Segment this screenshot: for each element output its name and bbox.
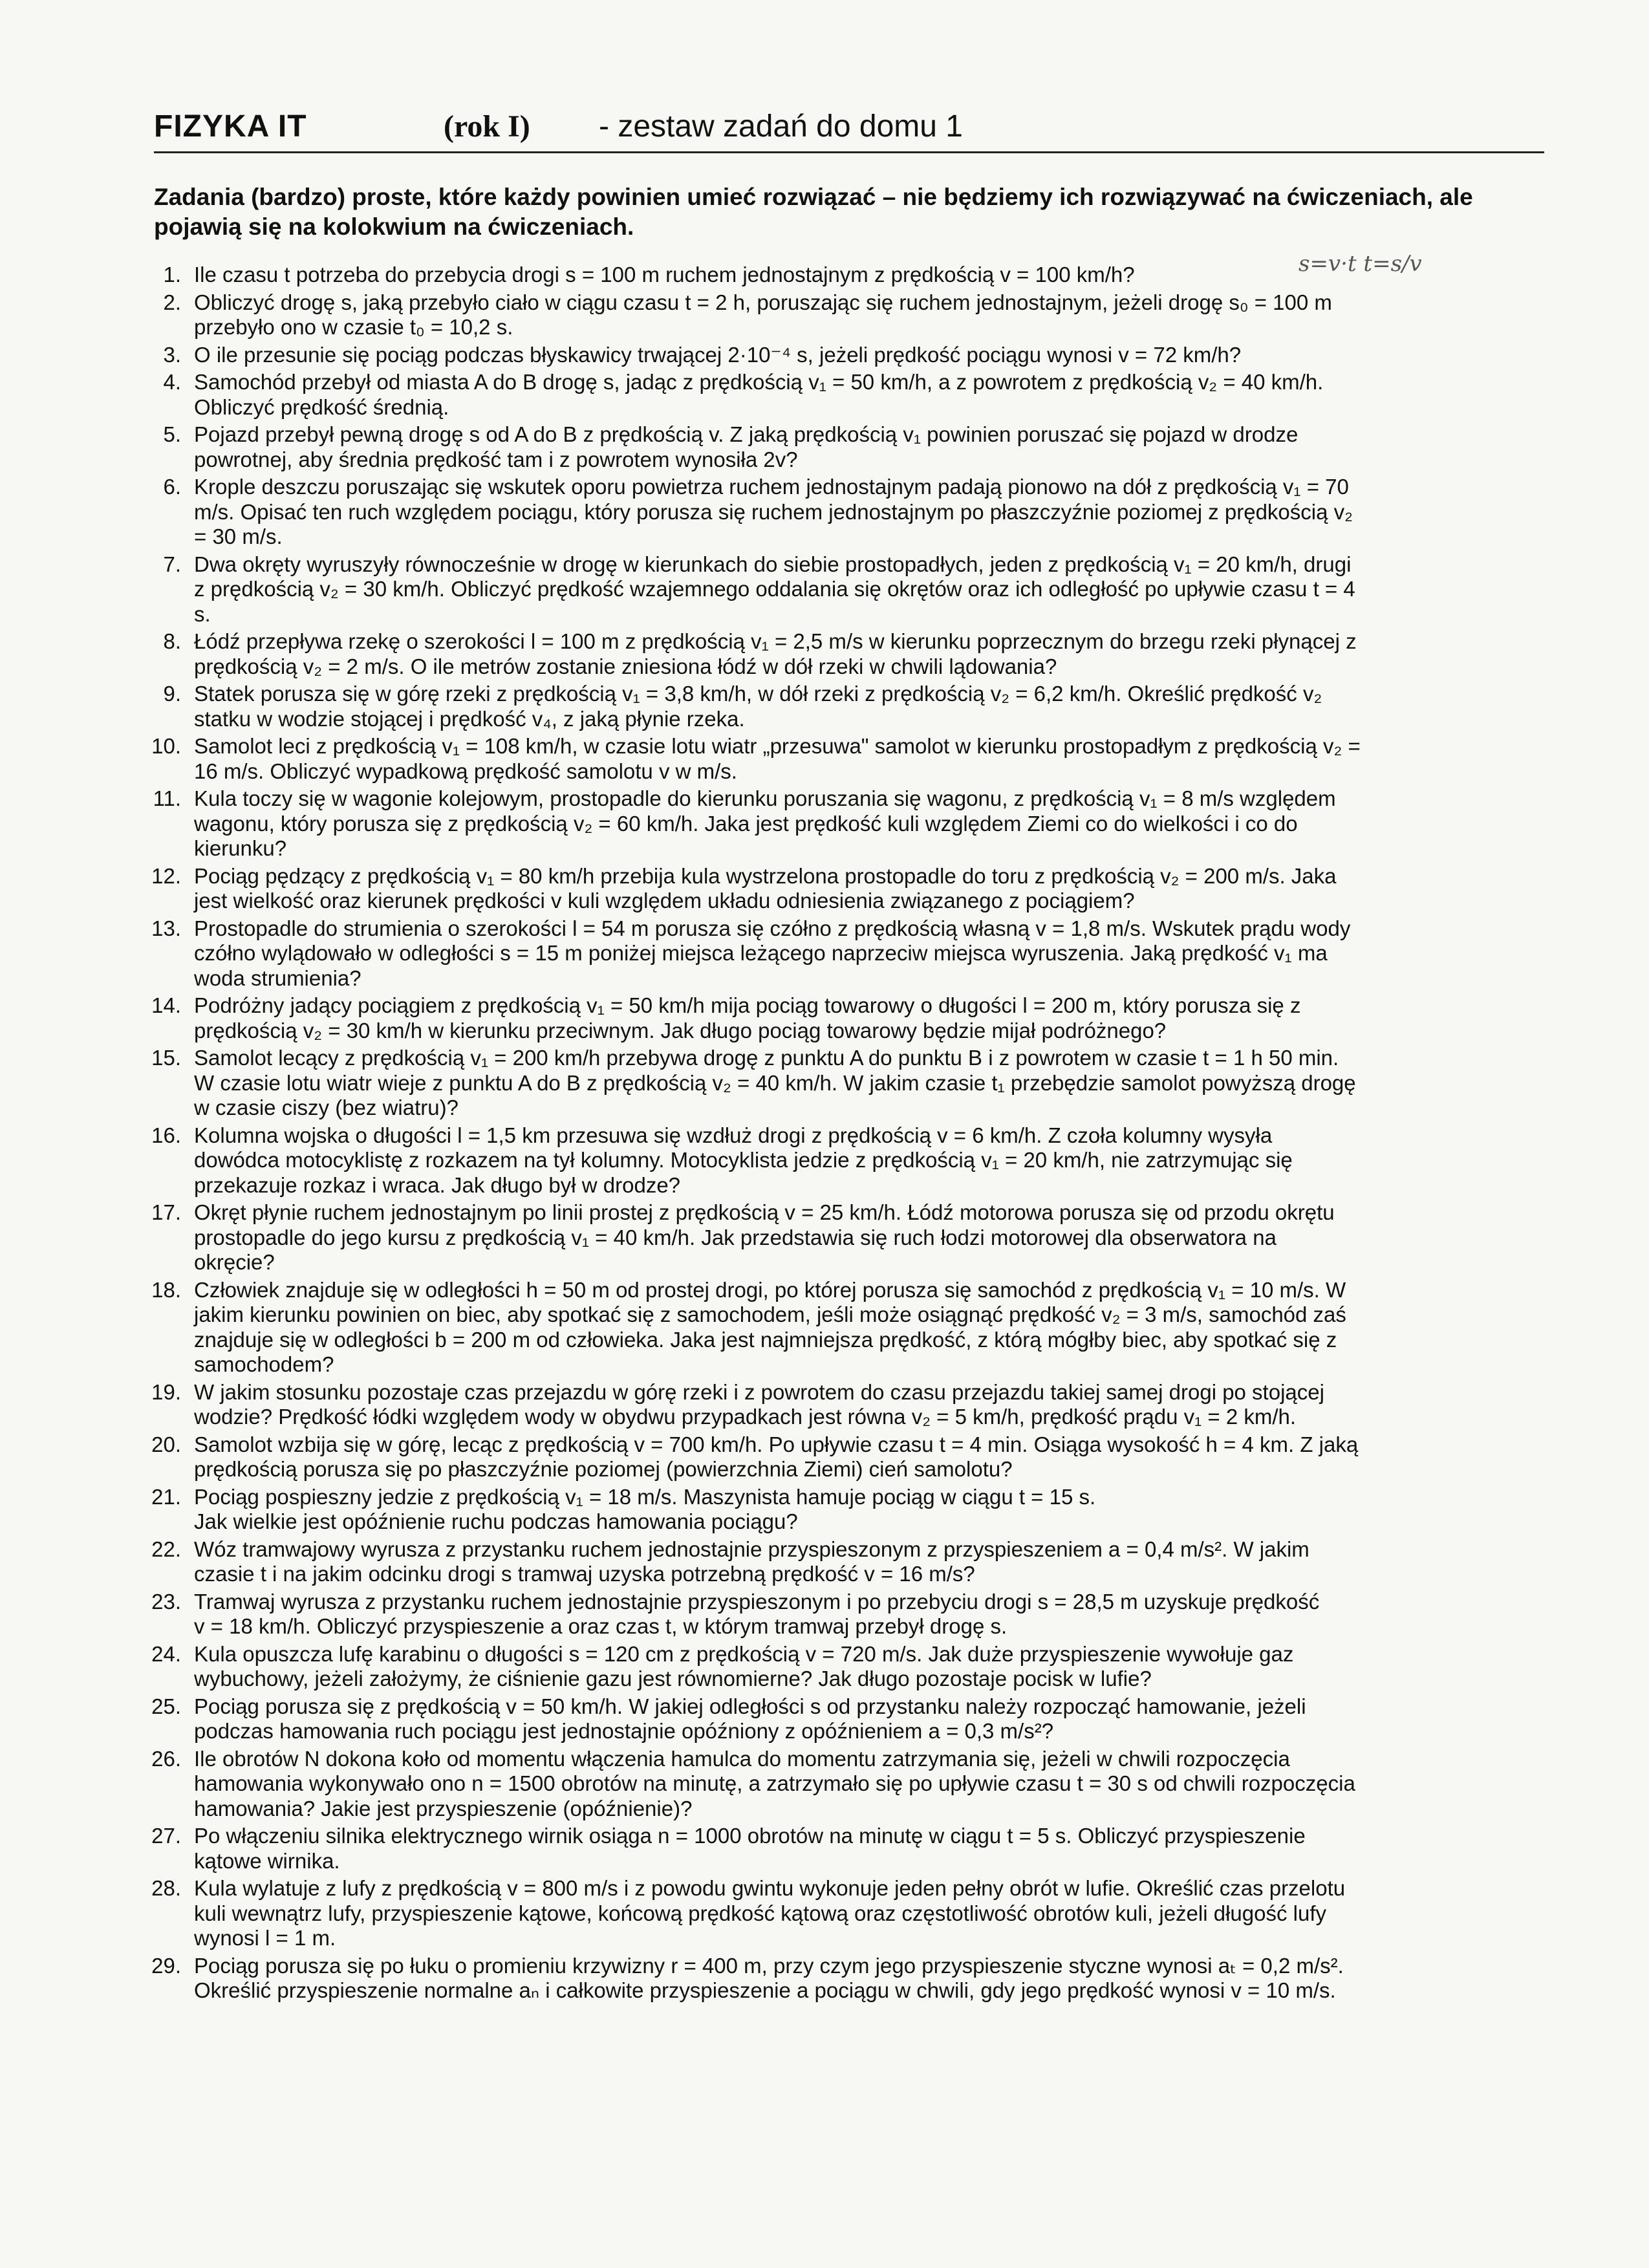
problem-text: Człowiek znajduje się w odległości h = 50 m od prostej drogi, po której porusza się samochód z prędkością v₁ = 10 m/s. W jakim kierunku powinien on biec, aby spotkać się z samochodem, jeśli może osiągnąć prędkość v₂ = 3 m/s, samochód zaś znajduje się w odległości b = 200 m od człowieka. Jaka jest najmniejsza prędkość, z którą mógłby biec, aby spotkać się z samochodem? <box>194 1277 1346 1376</box>
problem-number: 21. <box>151 1484 181 1509</box>
problem-text: Krople deszczu poruszając się wskutek oporu powietrza ruchem jednostajnym padają pionowo na dół z prędkością v₁ = 70 m/s. Opisać ten ruch względem pociągu, który porusza się ruchem jednostajnym po płaszczyźnie poziomej z prędkością v₂ = 30 m/s. <box>194 475 1353 548</box>
problem-item <box>116 1380 1539 1430</box>
problem-item <box>116 290 1539 340</box>
problem-item <box>116 864 1539 914</box>
problem-number: 10. <box>151 734 181 758</box>
problem-item <box>116 682 1539 731</box>
problem-text: Dwa okręty wyruszyły równocześnie w drogę w kierunkach do siebie prostopadłych, jeden z prędkością v₁ = 20 km/h, drugi z prędkością v₂ = 30 km/h. Obliczyć prędkość wzajemnego oddalania się okrętów oraz ich odległość po upływie czasu t = 4 s. <box>194 552 1355 626</box>
problem-number: 22. <box>151 1537 181 1561</box>
problem-item <box>116 629 1539 679</box>
problem-number: 19. <box>151 1379 181 1404</box>
problem-item <box>116 916 1539 991</box>
problem-list <box>116 263 1539 2006</box>
problem-number: 13. <box>151 916 181 940</box>
problem-item <box>116 370 1539 420</box>
problem-item <box>116 1590 1539 1639</box>
assignment-subtitle: - zestaw zadań do domu 1 <box>599 109 963 144</box>
course-title: FIZYKA IT <box>154 109 307 144</box>
problem-item <box>116 1876 1539 1951</box>
problem-item <box>116 1046 1539 1121</box>
problem-text: Kula toczy się w wagonie kolejowym, prostopadle do kierunku poruszania się wagonu, z prędkością v₁ = 8 m/s względem wagonu, który porusza się z prędkością v₂ = 60 km/h. Jaka jest prędkość kuli względem Ziemi co do wielkości i co do kierunku? <box>194 786 1336 860</box>
problem-number: 17. <box>151 1200 181 1224</box>
problem-text: Pojazd przebył pewną drogę s od A do B z prędkością v. Z jaką prędkością v₁ powinien poruszać się pojazd w drodze powrotnej, aby średnia prędkość tam i z powrotem wynosiła 2v? <box>194 422 1299 471</box>
problem-number: 4. <box>163 370 181 394</box>
problem-text: Samochód przebył od miasta A do B drogę s, jadąc z prędkością v₁ = 50 km/h, a z powrotem z prędkością v₂ = 40 km/h. Obliczyć prędkość średnią. <box>194 370 1324 419</box>
problem-item <box>116 1200 1539 1275</box>
problem-number: 9. <box>163 682 181 706</box>
problem-text: W jakim stosunku pozostaje czas przejazdu w górę rzeki i z powrotem do czasu przejazdu takiej samej drogi po stojącej wodzie? Prędkość łódki względem wody w obydwu przypadkach jest równa v₂ = 5 km/h, prędkość prądu v₁ = 2 km/h. <box>194 1379 1324 1429</box>
problem-item <box>116 1824 1539 1874</box>
problem-text: Wóz tramwajowy wyrusza z przystanku ruchem jednostajnie przyspieszonym z przyspieszeniem a = 0,4 m/s². W jakim czasie t i na jakim odcinku drogi s tramwaj uzyska potrzebną prędkość v = 16 m/s? <box>194 1537 1310 1586</box>
header <box>154 109 1544 150</box>
problem-item <box>116 734 1539 784</box>
problem-text: Łódź przepływa rzekę o szerokości l = 100 m z prędkością v₁ = 2,5 m/s w kierunku poprzecznym do brzegu rzeki płynącej z prędkością v₂ = 2 m/s. O ile metrów zostanie zniesiona łódź w dół rzeki w chwili lądowania? <box>194 629 1357 678</box>
problem-number: 24. <box>151 1641 181 1666</box>
problem-text: Po włączeniu silnika elektrycznego wirnik osiąga n = 1000 obrotów na minutę w ciągu t = 5 s. Obliczyć przyspieszenie kątowe wirnika. <box>194 1824 1306 1873</box>
problem-text: Kolumna wojska o długości l = 1,5 km przesuwa się wzdłuż drogi z prędkością v = 6 km/h. Z czoła kolumny wysyła dowódca motocyklistę z rozkazem na tył kolumny. Motocyklista jedzie z prędkością v₁ = 20 km/h, nie zatrzymując się przekazuje rozkaz i wraca. Jak długo był w drodze? <box>194 1123 1293 1197</box>
problem-text: Okręt płynie ruchem jednostajnym po linii prostej z prędkością v = 25 km/h. Łódź motorowa porusza się od przodu okrętu prostopadle do jego kursu z prędkością v₁ = 40 km/h. Jak przedstawia się ruch łodzi motorowej dla obserwatora na okręcie? <box>194 1200 1335 1274</box>
problem-number: 23. <box>151 1589 181 1614</box>
problem-item <box>116 343 1539 368</box>
problem-item <box>116 786 1539 861</box>
problem-item <box>116 475 1539 550</box>
problem-item <box>116 1954 1539 2003</box>
problem-item <box>116 1537 1539 1587</box>
problem-number: 5. <box>163 422 181 446</box>
problem-item <box>116 422 1539 472</box>
problem-number: 11. <box>153 786 181 810</box>
problem-text: Tramwaj wyrusza z przystanku ruchem jednostajnie przyspieszonym i po przebyciu drogi s = 28,5 m uzyskuje prędkość v = 18 km/h. Obliczyć przyspieszenie a oraz czas t, w którym tramwaj przebył drogę s. <box>194 1589 1320 1638</box>
intro-text: Zadania (bardzo) proste, które każdy powinien umieć rozwiązać – nie będziemy ich rozwiązywać na ćwiczeniach, ale pojawią się na kolokwium na ćwiczeniach. <box>154 184 1473 240</box>
problem-text: Kula opuszcza lufę karabinu o długości s = 120 cm z prędkością v = 720 m/s. Jak duże przyspieszenie wywołuje gaz wybuchowy, jeżeli założymy, że ciśnienie gazu jest równomierne? Jak długo pozostaje pocisk w lufie? <box>194 1641 1294 1690</box>
problem-text: Pociąg pędzący z prędkością v₁ = 80 km/h przebija kula wystrzelona prostopadle do toru z prędkością v₂ = 200 m/s. Jaka jest wielkość oraz kierunek prędkości v kuli względem układu odniesienia związanego z pociągiem? <box>194 863 1337 913</box>
problem-item <box>116 552 1539 627</box>
problem-text: Pociąg porusza się z prędkością v = 50 km/h. W jakiej odległości s od przystanku należy rozpocząć hamowanie, jeżeli podczas hamowania ruch pociągu jest jednostajnie opóźniony z opóźnieniem a = 0,3 m/s²? <box>194 1694 1306 1743</box>
problem-number: 2. <box>163 290 181 314</box>
problem-item <box>116 1432 1539 1482</box>
problem-number: 18. <box>151 1277 181 1302</box>
problem-text: Pociąg pospieszny jedzie z prędkością v₁ = 18 m/s. Maszynista hamuje pociąg w ciągu t = 15 s. Jak wielkie jest opóźnienie ruchu podczas hamowania pociągu? <box>194 1484 1096 1533</box>
problem-number: 3. <box>163 342 181 367</box>
problem-text: Pociąg porusza się po łuku o promieniu krzywizny r = 400 m, przy czym jego przyspieszenie styczne wynosi aₜ = 0,2 m/s². Określić przyspieszenie normalne aₙ i całkowite przyspieszenie a pociągu w chwili, gdy jego prędkość wynosi v = 10 m/s. <box>194 1953 1344 2002</box>
handwritten-note: s=v·t t=s/v <box>1299 251 1422 277</box>
problem-number: 27. <box>151 1824 181 1848</box>
problem-number: 14. <box>151 993 181 1017</box>
problem-number: 29. <box>151 1953 181 1978</box>
problem-number: 1. <box>163 263 181 286</box>
problem-number: 28. <box>151 1876 181 1900</box>
problem-item <box>116 1485 1539 1535</box>
problem-number: 25. <box>151 1694 181 1718</box>
problem-text: O ile przesunie się pociąg podczas błyskawicy trwającej 2·10⁻⁴ s, jeżeli prędkość pociągu wynosi v = 72 km/h? <box>194 342 1242 367</box>
problem-text: Prostopadle do strumienia o szerokości l = 54 m porusza się czółno z prędkością własną v = 1,8 m/s. Wskutek prądu wody czółno wylądowało w odległości s = 15 m poniżej miejsca leżącego naprzeciw miejsca wyruszenia. Jaką prędkość v₁ ma woda strumienia? <box>194 916 1351 990</box>
problem-number: 12. <box>151 863 181 888</box>
problem-number: 20. <box>151 1432 181 1456</box>
problem-text: Samolot leci z prędkością v₁ = 108 km/h, w czasie lotu wiatr „przesuwa" samolot w kierunku prostopadłym z prędkością v₂ = 16 m/s. Obliczyć wypadkową prędkość samolotu v w m/s. <box>194 734 1361 783</box>
problem-text: Samolot wzbija się w górę, lecąc z prędkością v = 700 km/h. Po upływie czasu t = 4 min. Osiąga wysokość h = 4 km. Z jaką prędkością porusza się po płaszczyźnie poziomej (powierzchnia Ziemi) cień samolotu? <box>194 1432 1359 1481</box>
problem-item <box>116 1278 1539 1377</box>
problem-text: Ile czasu t potrzeba do przebycia drogi s = 100 m ruchem jednostajnym z prędkością v = 100 km/h? <box>194 263 1135 286</box>
problem-text: Ile obrotów N dokona koło od momentu włączenia hamulca do momentu zatrzymania się, jeżeli w chwili rozpoczęcia hamowania wykonywało ono n = 1500 obrotów na minutę, a zatrzymało się po upływie czasu t = 30 s od chwili rozpoczęcia hamowania? Jakie jest przyspieszenie (opóźnienie)? <box>194 1746 1355 1820</box>
problem-number: 26. <box>151 1746 181 1771</box>
problem-number: 16. <box>151 1123 181 1147</box>
problem-item <box>116 1694 1539 1744</box>
problem-item <box>116 1747 1539 1822</box>
problem-text: Samolot lecący z prędkością v₁ = 200 km/h przebywa drogę z punktu A do punktu B i z powrotem w czasie t = 1 h 50 min. W czasie lotu wiatr wieje z punktu A do B z prędkością v₂ = 40 km/h. W jakim czasie t₁ przebędzie samolot powyższą drogę w czasie ciszy (bez wiatru)? <box>194 1046 1356 1119</box>
problem-text: Kula wylatuje z lufy z prędkością v = 800 m/s i z powodu gwintu wykonuje jeden pełny obrót w lufie. Określić czas przelotu kuli wewnątrz lufy, przyspieszenie kątowe, końcową prędkość kątową oraz częstotliwość obrotów kuli, jeżeli długość lufy wynosi l = 1 m. <box>194 1876 1346 1950</box>
problem-text: Obliczyć drogę s, jaką przebyło ciało w ciągu czasu t = 2 h, poruszając się ruchem jednostajnym, jeżeli drogę s₀ = 100 m przebyło ono w czasie t₀ = 10,2 s. <box>194 290 1332 339</box>
problem-text: Podróżny jadący pociągiem z prędkością v₁ = 50 km/h mija pociąg towarowy o długości l = 200 m, który porusza się z prędkością v₂ = 30 km/h w kierunku przeciwnym. Jak długo pociąg towarowy będzie mijał podróżnego? <box>194 993 1301 1042</box>
problem-number: 8. <box>163 629 181 653</box>
problem-item <box>116 263 1539 288</box>
problem-number: 6. <box>163 475 181 499</box>
problem-item <box>116 993 1539 1043</box>
header-rule <box>154 151 1544 153</box>
problem-number: 15. <box>151 1046 181 1070</box>
problem-item <box>116 1642 1539 1692</box>
problem-text: Statek porusza się w górę rzeki z prędkością v₁ = 3,8 km/h, w dół rzeki z prędkością v₂ = 6,2 km/h. Określić prędkość v₂ statku w wodzie stojącej i prędkość v₄, z jaką płynie rzeka. <box>194 682 1322 731</box>
problem-item <box>116 1123 1539 1198</box>
course-year: (rok I) <box>444 109 530 144</box>
problem-number: 7. <box>163 552 181 576</box>
